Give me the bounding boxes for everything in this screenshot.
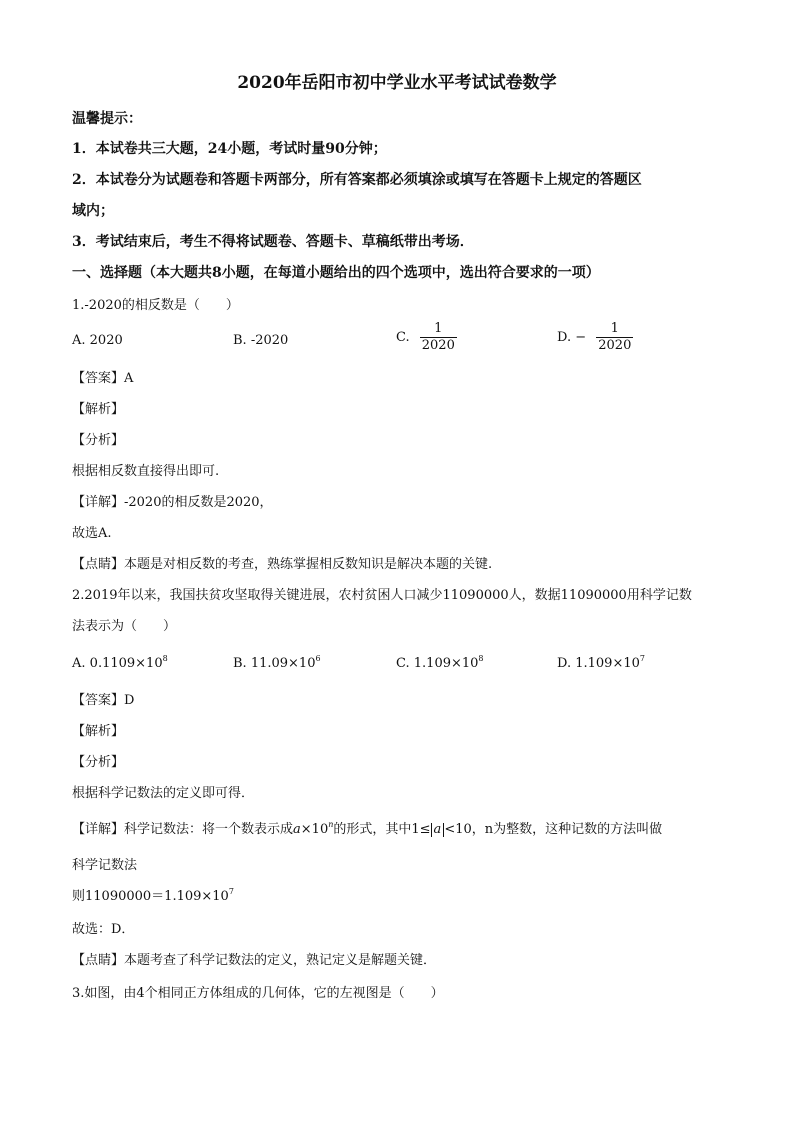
q2-option-b-label: B. — [233, 656, 247, 671]
q1-option-d-label: D. − — [557, 330, 587, 345]
q2-stem-line-2: 法表示为（ ） — [72, 619, 177, 634]
q1-option-b: B. -2020 — [233, 333, 289, 348]
q2-detail-times: ×10 — [300, 822, 329, 837]
q3-stem: 3.如图，由4个相同正方体组成的几何体，它的左视图是（ ） — [72, 986, 444, 1001]
q2-option-b-base: 11.09×10 — [250, 656, 316, 671]
q1-detail: 【详解】-2020的相反数是2020， — [72, 495, 273, 510]
q1-option-a: A. 2020 — [72, 333, 123, 348]
q1-answer: 【答案】A — [72, 371, 134, 386]
q2-choose: 故选：D． — [72, 922, 135, 937]
q2-option-a-exponent: 8 — [162, 654, 168, 663]
q2-detail-abs-a: a — [431, 823, 445, 837]
q1-analysis-heading: 【解析】 — [72, 402, 125, 417]
q1-option-d-fraction — [596, 321, 633, 354]
notice-item-1: 1．本试卷共三大题，24小题，考试时量90分钟； — [72, 141, 387, 157]
q1-comment: 【点睛】本题是对相反数的考查，熟练掌握相反数知识是解决本题的关键. — [72, 557, 493, 572]
q2-option-a-label: A. — [72, 656, 86, 671]
q2-equation-text: 则11090000＝1.109×10 — [72, 889, 229, 904]
q2-option-c — [396, 655, 484, 673]
q1-option-c-numerator: 1 — [434, 321, 443, 336]
q2-detail-mid: 的形式，其中1≤ — [333, 822, 431, 837]
q2-option-c-base: 1.109×10 — [413, 656, 479, 671]
page-title: 2020年岳阳市初中学业水平考试试卷数学 — [237, 73, 557, 93]
q2-option-b — [233, 655, 321, 673]
notice-item-2-cont: 域内； — [72, 203, 114, 219]
q1-option-d — [557, 321, 633, 354]
q2-option-b-exponent: 6 — [315, 654, 321, 663]
q2-option-c-label: C. — [396, 656, 410, 671]
q1-choose: 故选A. — [72, 526, 112, 541]
q2-detail-exponent-n: n — [328, 820, 334, 829]
q2-option-a — [72, 655, 168, 673]
q2-detail-line-2: 科学记数法 — [72, 858, 138, 873]
q2-comment: 【点睛】本题考查了科学记数法的定义，熟记定义是解题关键． — [72, 953, 437, 968]
notice-item-2: 2．本试卷分为试题卷和答题卡两部分，所有答案都必须填涂或填写在答题卡上规定的答题区 — [72, 172, 642, 188]
q2-reasoning-heading: 【分析】 — [72, 755, 125, 770]
q2-detail — [72, 821, 662, 839]
q2-option-d-label: D. — [557, 656, 572, 671]
q2-option-c-exponent: 8 — [478, 654, 484, 663]
q2-option-a-base: 0.1109×10 — [89, 656, 163, 671]
notice-item-3: 3．考试结束后，考生不得将试题卷、答题卡、草稿纸带出考场． — [72, 234, 474, 250]
q2-option-d-exponent: 7 — [639, 654, 645, 663]
q1-stem: 1.-2020的相反数是（ ） — [72, 298, 239, 313]
q1-option-c-fraction — [420, 321, 457, 354]
q2-answer: 【答案】D — [72, 693, 135, 708]
section-heading: 一、选择题（本大题共8小题，在每道小题给出的四个选项中，选出符合要求的一项） — [72, 265, 600, 281]
q1-option-d-denominator: 2020 — [598, 338, 632, 353]
q2-reasoning-text: 根据科学记数法的定义即可得． — [72, 786, 255, 801]
q1-option-c-label: C. — [396, 330, 410, 345]
q2-detail-var-a: a — [293, 822, 301, 837]
q2-option-d — [557, 655, 645, 673]
q1-reasoning-text: 根据相反数直接得出即可. — [72, 464, 220, 479]
q2-equation-exponent: 7 — [228, 887, 234, 896]
q1-option-c-denominator: 2020 — [421, 338, 455, 353]
q1-reasoning-heading: 【分析】 — [72, 433, 125, 448]
q2-option-d-base: 1.109×10 — [575, 656, 640, 671]
q1-option-c — [396, 321, 457, 354]
q2-analysis-heading: 【解析】 — [72, 724, 125, 739]
q1-option-d-numerator: 1 — [610, 321, 619, 336]
q2-equation — [72, 888, 234, 906]
q2-detail-suffix: <10，n为整数，这种记数的方法叫做 — [444, 822, 663, 837]
notice-heading: 温馨提示： — [72, 111, 142, 127]
q2-detail-prefix: 【详解】科学记数法：将一个数表示成 — [72, 822, 294, 837]
q2-stem-line-1: 2.2019年以来，我国扶贫攻坚取得关键进展，农村贫困人口减少11090000人，数据11090000用科学记数 — [72, 588, 692, 603]
